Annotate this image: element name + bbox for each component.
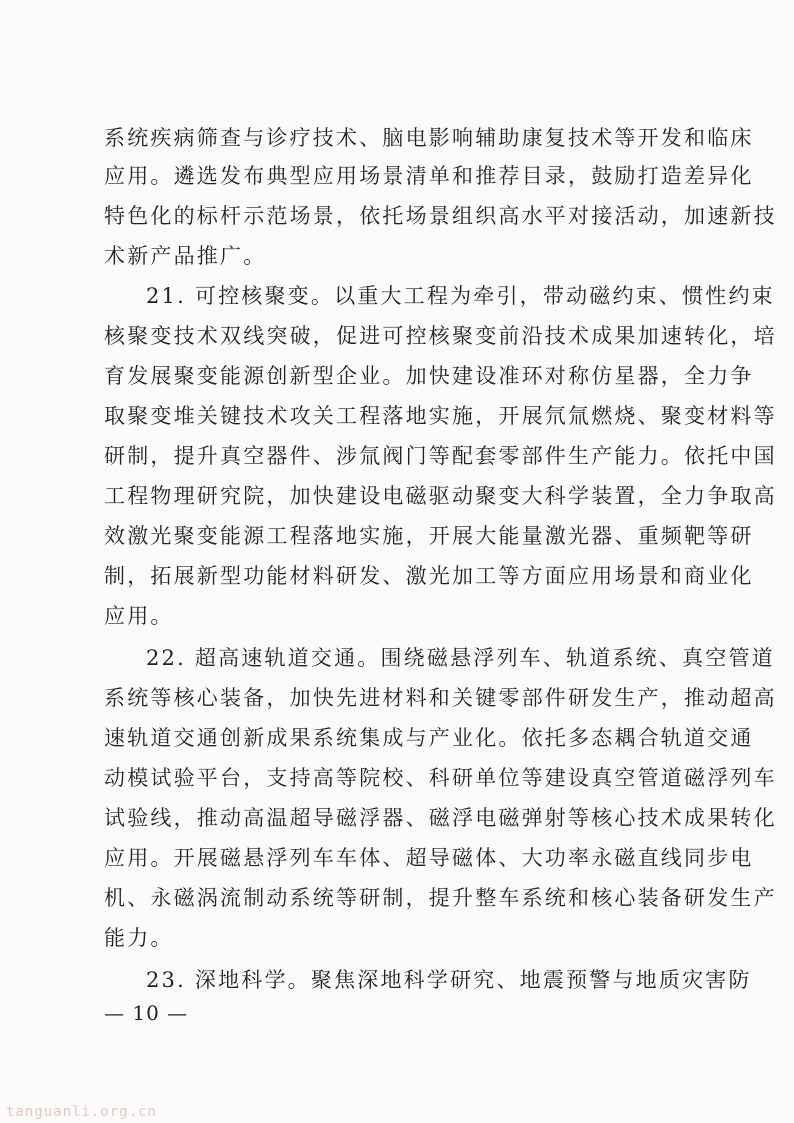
text-line: 核聚变技术双线突破，促进可控核聚变前沿技术成果加速转化，培 [104,324,777,348]
page-number: — 10 — [104,1001,189,1025]
text-line: 效激光聚变能源工程落地实施，开展大能量激光器、重频靶等研 [104,524,754,548]
text-line: 应用。 [104,604,174,628]
section-23-heading-line: 23. 深地科学。聚焦深地科学研究、地震预警与地质灾害防 [146,968,752,992]
text-line: 特色化的标杆示范场景，依托场景组织高水平对接活动，加速新技 [104,204,777,228]
text-line: 能力。 [104,926,174,950]
text-line: 应用。遴选发布典型应用场景清单和推荐目录，鼓励打造差异化 [104,164,754,188]
text-line: 速轨道交通创新成果系统集成与产业化。依托多态耦合轨道交通 [104,726,754,750]
text-line: 工程物理研究院，加快建设电磁驱动聚变大科学装置，全力争取高 [104,484,777,508]
text-line: 取聚变堆关键技术攻关工程落地实施，开展氘氚燃烧、聚变材料等 [104,404,777,428]
text-line: 制，拓展新型功能材料研发、激光加工等方面应用场景和商业化 [104,564,754,588]
site-watermark: tanguanli.org.cn [6,1104,157,1120]
section-21-heading-line: 21. 可控核聚变。以重大工程为牵引，带动磁约束、惯性约束 [146,284,775,308]
text-line: 研制，提升真空器件、涉氚阀门等配套零部件生产能力。依托中国 [104,444,777,468]
text-line: 育发展聚变能源创新型企业。加快建设准环对称仿星器，全力争 [104,364,754,388]
text-line: 系统等核心装备，加快先进材料和关键零部件研发生产，推动超高 [104,686,777,710]
text-line: 系统疾病筛查与诊疗技术、脑电影响辅助康复技术等开发和临床 [104,126,754,150]
text-line: 试验线，推动高温超导磁浮器、磁浮电磁弹射等核心技术成果转化 [104,806,777,830]
text-line: 术新产品推广。 [104,244,267,268]
text-line: 动模试验平台，支持高等院校、科研单位等建设真空管道磁浮列车 [104,766,777,790]
section-22-heading-line: 22. 超高速轨道交通。围绕磁悬浮列车、轨道系统、真空管道 [146,646,775,670]
text-line: 应用。开展磁悬浮列车车体、超导磁体、大功率永磁直线同步电 [104,846,754,870]
text-line: 机、永磁涡流制动系统等研制，提升整车系统和核心装备研发生产 [104,886,777,910]
